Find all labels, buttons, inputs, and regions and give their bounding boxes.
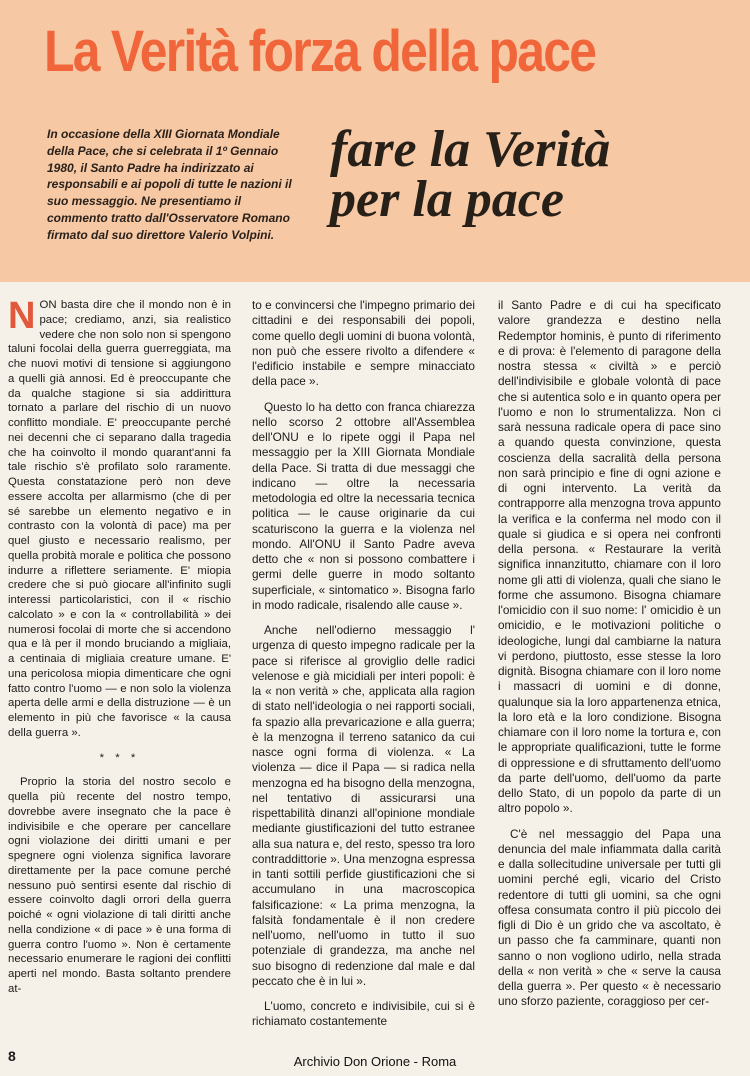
paragraph: Anche nell'odierno messaggio l' urgenza di questo impegno radicale per la pace si riferisce al groviglio delle radici velenose e già micidiali per interi popoli: è la « non verità » che, applicata alla ragion di stato nell'ideologia o nei rapporti sociali, fa spazio alla prevaricazione e alla guerra; è la menzogna il terreno satanico da cui nasce ogni forma di violenza. « La violenza — dice il Papa — si radica nella menzogna ed ha bisogno della menzogna, nel tentativo di assicurarsi una rispettabilità dinanzi all'opinione mondiale mediante giustificazioni del tutto estranee alla sua natura e, del resto, spesso tra loro contraddittorie ». Una menzogna espressa in tanti sottili perfide giustificazioni che si accumulano in una macroscopica falsificazione: « La prima menzogna, la falsità fondamentale è il non credere nell'uomo, nell'uomo in tutto il suo potenziale di grandezza, ma anche nel suo bisogno di redenzione dal male e dal peccato che è in lui ». bbox=[252, 623, 475, 988]
drop-cap: N bbox=[8, 295, 36, 337]
column-1 bbox=[8, 295, 231, 1007]
subtitle bbox=[330, 121, 730, 228]
paragraph: C'è nel messaggio del Papa una denuncia del male infiammata dalla carità e dalla sollecitudine universale per tutti gli uomini perché egli, vicario del Cristo redentore di tutti gli uomini, sa che ogni offesa consumata contro il più piccolo dei figli di Dio è un grido che va ascoltato, è un passo che fa camminare, quanti non sanno o non vogliono udirlo, nella strada della « non verità » che « serve la causa della guerra ». Per questo « è necessario uno sforzo paziente, coraggioso per cer- bbox=[498, 826, 721, 1009]
paragraph: Questo lo ha detto con franca chiarezza nello scorso 2 ottobre all'Assemblea dell'ONU e lo ripete oggi il Papa nel messaggio per la XIII Giornata Mondiale della Pace. Si tratta di due messaggi che indicano — oltre la necessaria metodologia ed oltre la necessaria tecnica politica — le cause originarie da cui scaturiscono la guerra e la violenza nel mondo. All'ONU il Santo Padre aveva detto che « non si possono combattere i germi delle guerre in modo soltanto superficiale, « sintomatico ». Bisogna farlo in modo radicale, risalendo alle cause ». bbox=[252, 399, 475, 612]
subtitle-line-1: fare la Verità bbox=[330, 121, 611, 178]
archive-caption: Archivio Don Orione - Roma bbox=[293, 1054, 457, 1069]
intro-text: In occasione della XIII Giornata Mondiale della Pace, che si celebrata il 1º Gennaio 1980, il Santo Padre ha indirizzato ai responsabili e ai popoli di tutte le nazioni il suo messaggio. Ne presentiamo il commento tratto dall'Osservatore Romano firmato dal suo direttore Valerio Volpini. bbox=[47, 127, 292, 242]
subtitle-line-2: per la pace bbox=[330, 171, 564, 228]
column-3 bbox=[498, 298, 721, 1020]
page-number: 8 bbox=[8, 1048, 16, 1064]
page-title: La Verità forza della pace bbox=[44, 19, 596, 84]
paragraph: Proprio la storia del nostro secolo e quella più recente del nostro tempo, dovrebbe avere insegnato che la pace è indivisibile e che operare per cancellare ogni violazione dei diritti umani e per spegnere ogni violenza significa lavorare direttamente per la pace comune perché nessuno può sentirsi esente dal rischio di essere coinvolto dagli orrori della guerra poiché « ogni violazione di tali diritti anche nella condizione « di pace » è una forma di guerra contro l'uomo ». Non è certamente necessario enumerare le ragioni dei conflitti aperti nel mondo. Basta soltanto prendere at- bbox=[8, 776, 231, 995]
paragraph: to e convincersi che l'impegno primario dei cittadini e dei responsabili dei popoli, come quello degli uomini di buona volontà, non può che essere rivolto a difendere « l'edificio instabile e sempre minacciato della pace ». bbox=[252, 298, 475, 389]
paragraph-text: ON basta dire che il mondo non è in pace; crediamo, anzi, sia realistico vedere che non solo non si spengono taluni focolai della guerra guerreggiata, ma che nuovi motivi di tensione si aggiungono a quelli già annosi. Ed è preoccupante che da qualche stagione si sia addirittura tornato a parlare del rischio di un nuovo conflitto mondiale. E' preoccupante perché nei decenni che ci separano dalla tragedia che ha coinvolto il mondo quarant'anni fa tale rischio s'è profilato solo raramente. Questa constatazione però non deve essere accolta per allarmismo (che di per sé sarebbe un elemento negativo e in contrasto con la volontà di pace) ma per quel giusto e necessario realismo, per quella probità morale e politica che possono indurre a riflettere seriamente. E' miopia credere che si può giocare all'infinito sugli interessi particolaristici, con il « rischio calcolato » e con la « controllabilità » dei numerosi focolai di morte che si accendono qua e là per il mondo bruciando a migliaia, a centinaia di migliaia creature umane. E' una pericolosa miopia dimenticare che ogni fatto contro l'uomo — e non solo la violenza aperta delle armi e della distruzione — è un elemento in più che favorisce « la causa della guerra ». bbox=[8, 299, 231, 739]
column-2 bbox=[252, 298, 475, 1040]
section-separator: * * * bbox=[99, 751, 140, 764]
paragraph: il Santo Padre e di cui ha specificato valore grandezza e destino nella Redemptor hominis, è punto di riferimento e di prova: è l'elemento di paragone della nostra stessa « civiltà » e perciò dell'indivisibile e globale volontà di pace che si autentica solo e in quanto opera per l'uomo e non lo strumentalizza. Non ci sarà nessuna radicale opera di pace sino a quando questa convinzione, questa coscienza della sacralità della persona non sarà principio e fine di ogni azione e di ogni intervento. La verità da contrapporre alla menzogna trova appunto la verifica e la conferma nel modo con il quale si giudica e si opera nei confronti della persona. « Restaurare la verità significa innanzitutto, chiamare con il loro nome gli atti di violenza, quali che siano le forme che assumono. Bisogna chiamare l'omicidio con il suo nome: l' omicidio è un omicidio, e le motivazioni politiche o ideologiche, lungi dal cambiarne la natura vi perdono, piuttosto, esse stesse la loro dignità. Bisogna chiamare con il loro nome i massacri di uomini e di donne, qualunque sia la loro appartenenza etnica, la loro età e la loro condizione. Bisogna chiamare con il loro nome la tortura e, con le appropriate qualificazioni, tutte le forme di oppressione e di sfruttamento dell'uomo da parte dell'uomo, dell'uomo da parte dello Stato, di un popolo da parte di un altro popolo ». bbox=[498, 298, 721, 816]
paragraph: L'uomo, concreto e indivisibile, cui si è richiamato costantemente bbox=[252, 999, 475, 1029]
paragraph bbox=[8, 295, 231, 741]
